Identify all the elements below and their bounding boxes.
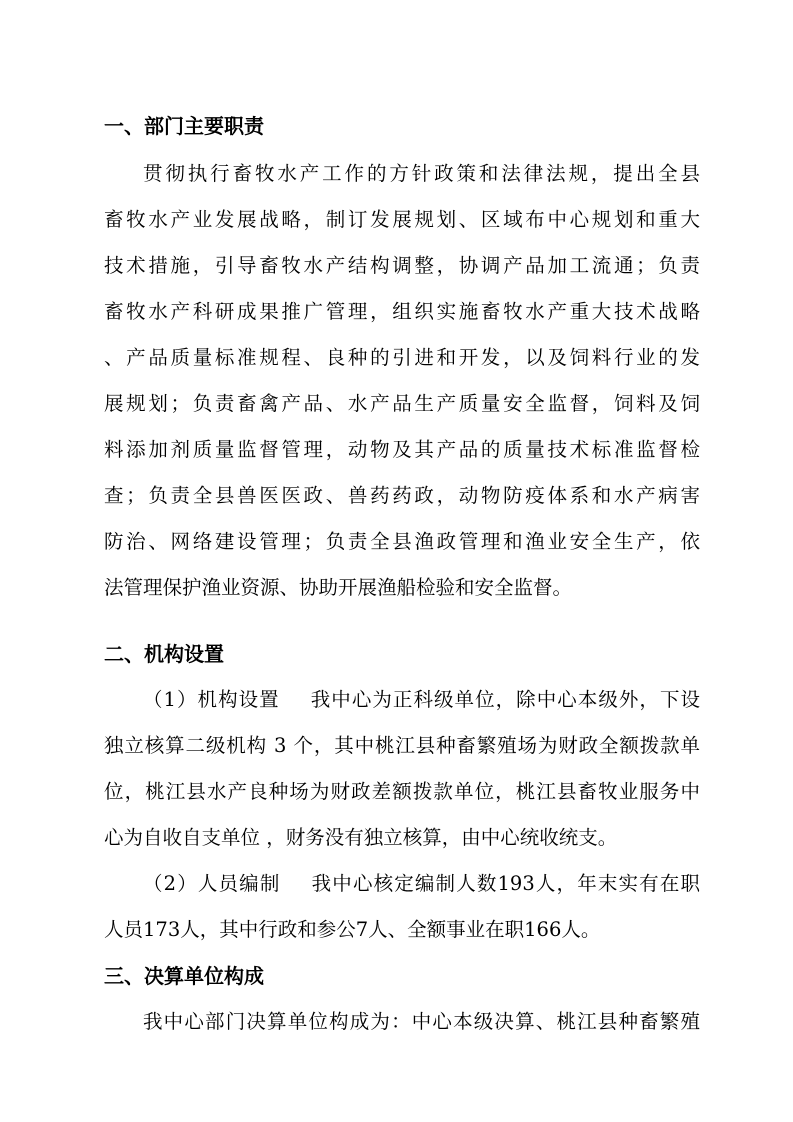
paragraph-line: 我中心部门决算单位构成为：中心本级决算、桃江县种畜繁殖 (143, 1010, 700, 1033)
item-text: 我中心为正科级单位，除中心本级外，下设 (309, 688, 700, 711)
paragraph-line: 技术措施，引导畜牧水产结构调整，协调产品加工流通；负责 (104, 254, 700, 277)
paragraph-line: 贯彻执行畜牧水产工作的方针政策和法律法规，提出全县 (143, 162, 700, 185)
paragraph-line: 料添加剂质量监督管理，动物及其产品的质量技术标准监督检 (104, 438, 700, 461)
section-heading-organization: 二、机构设置 (104, 642, 224, 666)
paragraph-line: 法管理保护渔业资源、协助开展渔船检验和安全监督。 (104, 576, 573, 599)
paragraph-line: 畜牧水产科研成果推广管理，组织实施畜牧水产重大技术战略 (104, 300, 700, 323)
item-label: （1）机构设置 (143, 688, 280, 711)
paragraph-line: 、产品质量标准规程、良种的引进和开发，以及饲料行业的发 (104, 346, 700, 369)
paragraph-line: 心为自收自支单位 ，财务没有独立核算，由中心统收统支。 (104, 826, 618, 849)
item-text: 我中心核定编制人数193人，年末实有在职 (310, 872, 700, 895)
paragraph-line: 人员173人，其中行政和参公7人、全额事业在职166人。 (104, 918, 601, 941)
section-heading-units: 三、决算单位构成 (104, 964, 264, 988)
item-label: （2）人员编制 (143, 872, 281, 895)
paragraph-line: 查；负责全县兽医医政、兽药药政，动物防疫体系和水产病害 (104, 484, 700, 507)
paragraph-line: 畜牧水产业发展战略，制订发展规划、区域布中心规划和重大 (104, 208, 700, 231)
paragraph-line: 防治、网络建设管理；负责全县渔政管理和渔业安全生产，依 (104, 530, 700, 553)
paragraph-line: 展规划；负责畜禽产品、水产品生产质量安全监督，饲料及饲 (104, 392, 700, 415)
section-heading-duties: 一、部门主要职责 (104, 114, 264, 138)
paragraph-line (143, 684, 700, 712)
paragraph-line (143, 868, 700, 896)
paragraph-line: 位，桃江县水产良种场为财政差额拨款单位，桃江县畜牧业服务中 (104, 780, 700, 803)
paragraph-line: 独立核算二级机构 3 个，其中桃江县种畜繁殖场为财政全额拨款单 (104, 734, 700, 757)
